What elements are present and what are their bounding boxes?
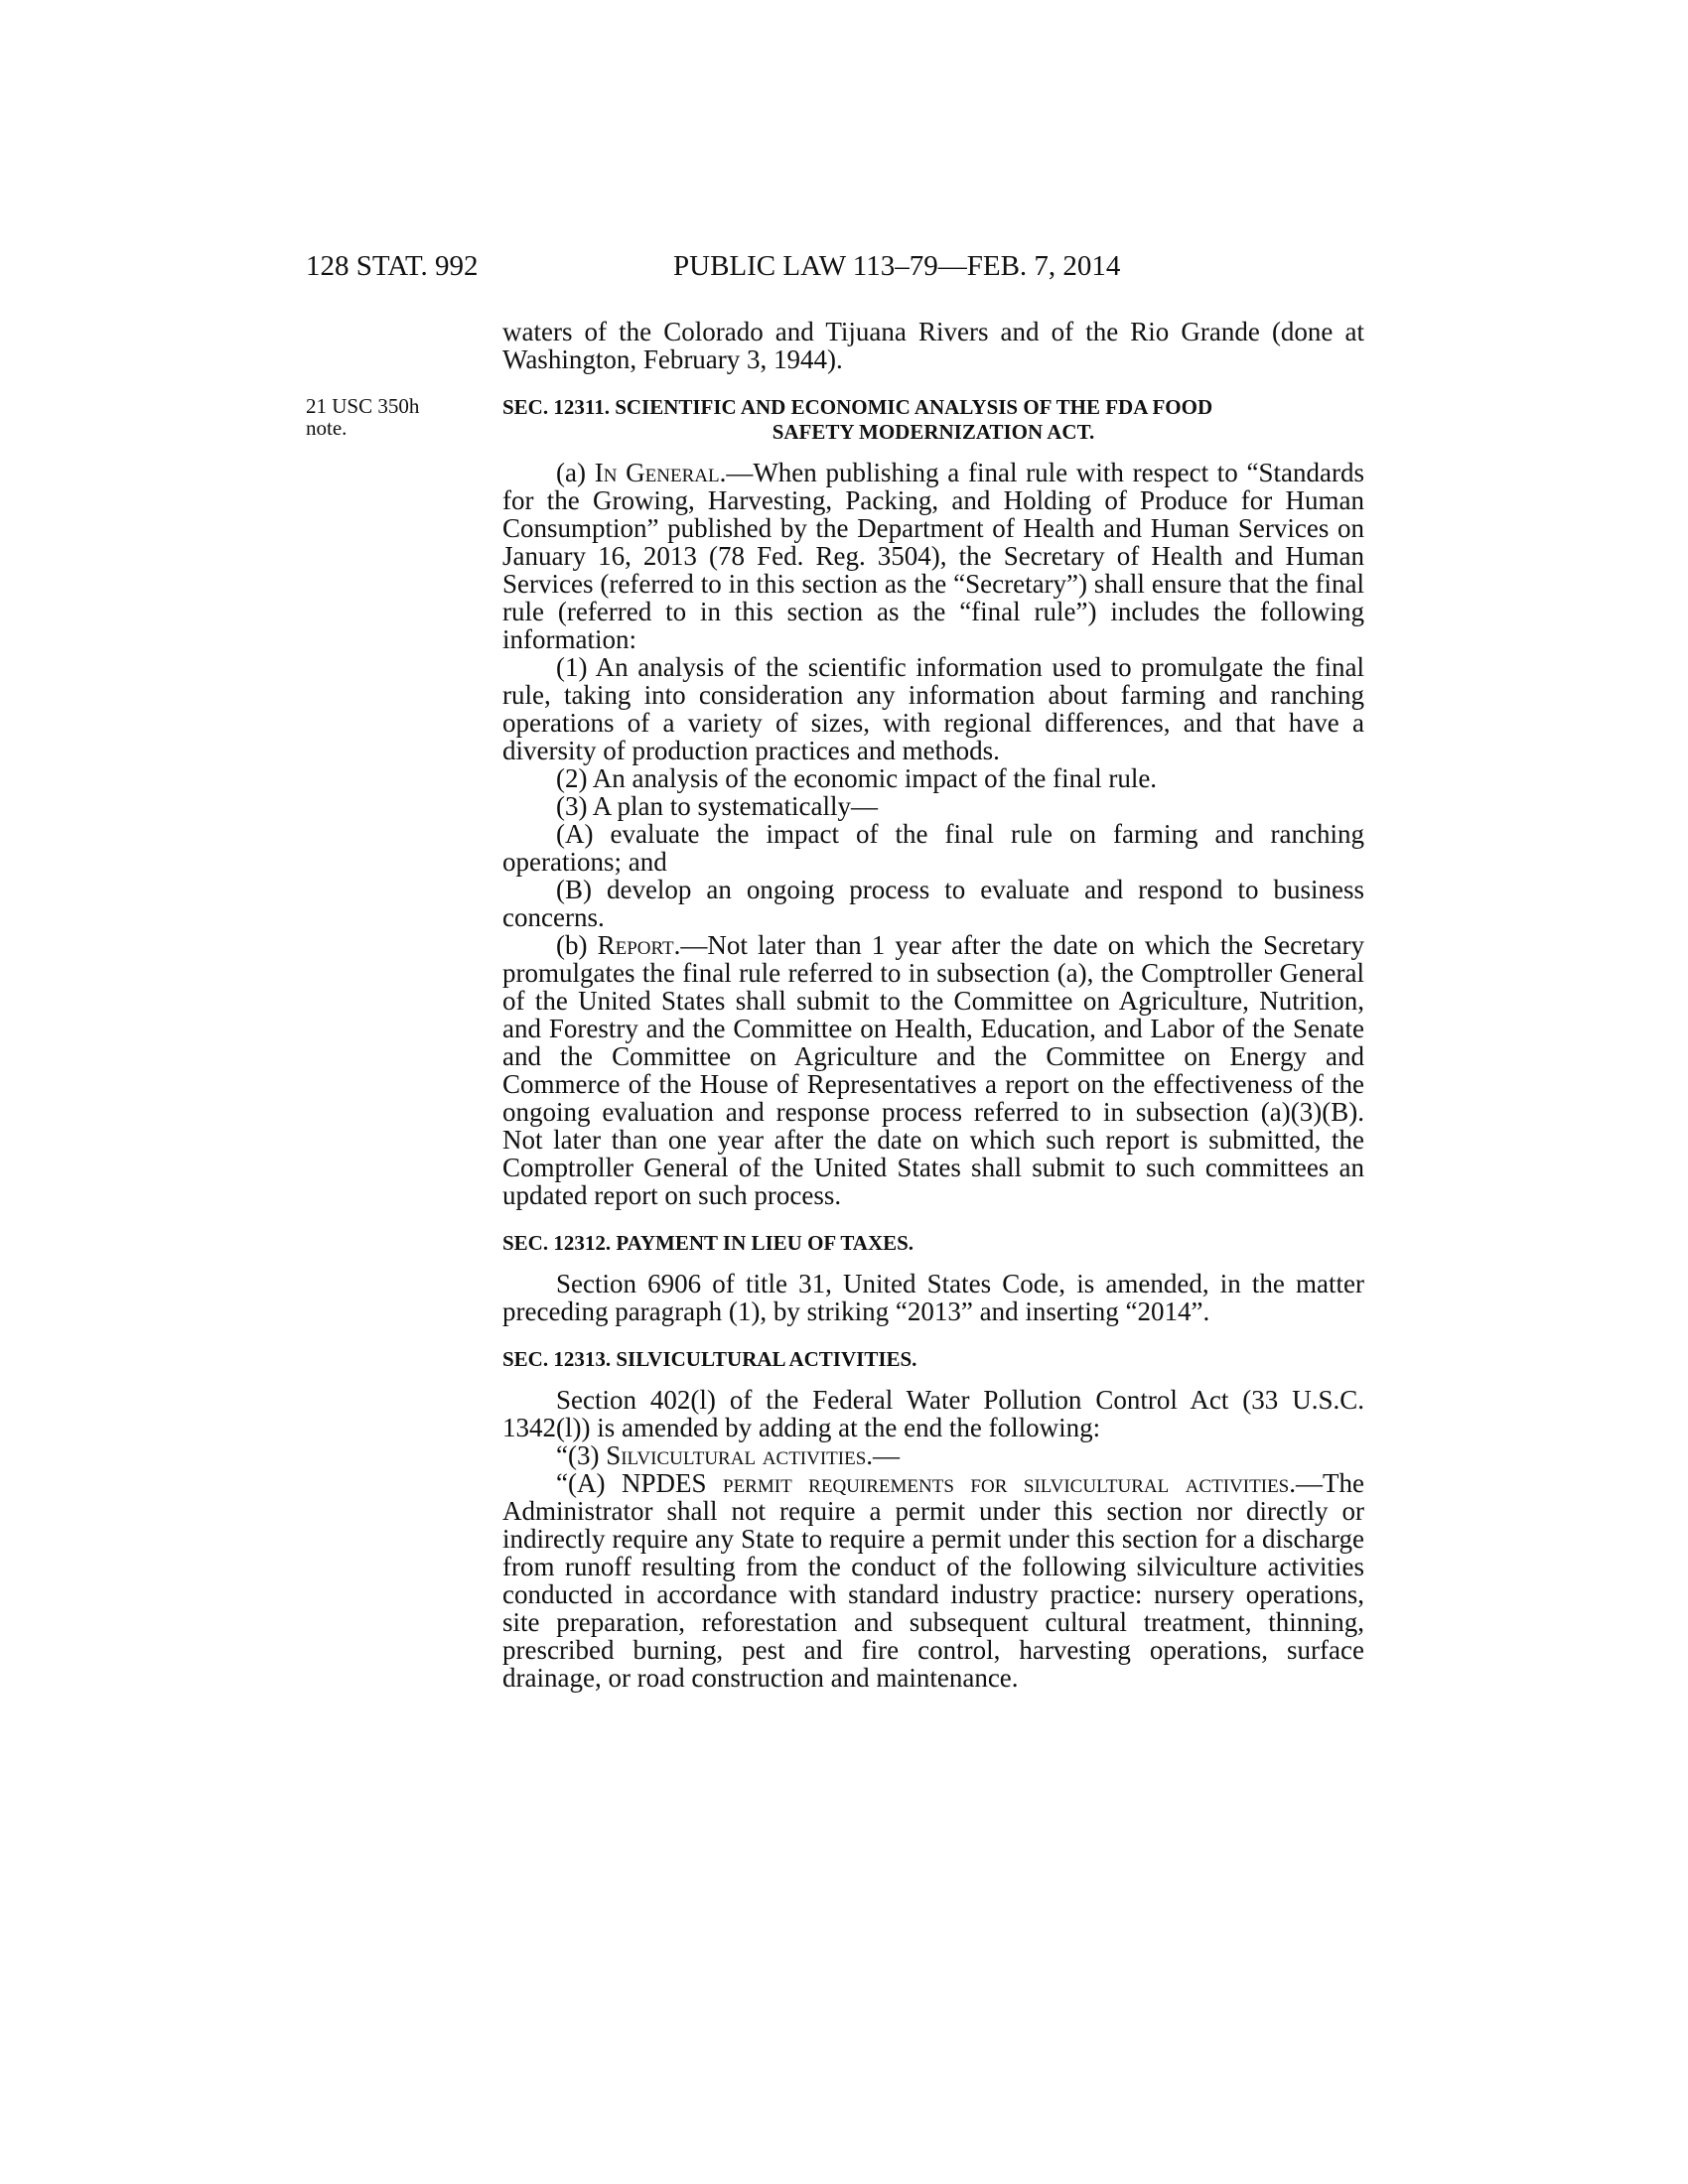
subsection-b-caption: Report [597, 930, 674, 960]
quoted-paragraph-3-label: “(3) [556, 1440, 607, 1470]
running-title: PUBLIC LAW 113–79—FEB. 7, 2014 [673, 250, 1121, 282]
paragraph-3: (3) A plan to systematically— [556, 791, 878, 821]
section-12311-heading-line-2: SAFETY MODERNIZATION ACT. [772, 420, 1095, 444]
quoted-paragraph-3-dash: .— [866, 1440, 901, 1470]
quoted-subparagraph-A-caption: permit requirements for silvicultural activities [723, 1468, 1290, 1498]
subparagraph-3B: (B) develop an ongoing process to evaluate and respond to business concerns. [502, 875, 1364, 932]
page-header [306, 250, 1364, 290]
statute-page-number: 128 STAT. 992 [306, 250, 479, 282]
section-12313-heading: SEC. 12313. SILVICULTURAL ACTIVITIES. [502, 1347, 917, 1371]
subsection-b [502, 931, 1364, 1209]
carryover-paragraph: waters of the Colorado and Tijuana Rivers and of the Rio Grande (done at Washington, February 3, 1944). [502, 317, 1364, 374]
section-12311-heading [502, 395, 1364, 445]
subsection-b-label: (b) [556, 930, 598, 960]
document-body [502, 318, 1364, 1692]
margin-citation-note [306, 395, 425, 439]
quoted-subparagraph-A-label: “(A) NPDES [556, 1468, 723, 1498]
paragraph-1: (1) An analysis of the scientific information used to promulgate the final rule, taking into consideration any information about farming and ranching operations of a variety of sizes, with regional differences, and that have a diversity of production practices and methods. [502, 652, 1364, 765]
section-12311-heading-line-1: SEC. 12311. SCIENTIFIC AND ECONOMIC ANALYSIS OF THE FDA FOOD [502, 395, 1213, 419]
section-12313-text: Section 402(l) of the Federal Water Pollution Control Act (33 U.S.C. 1342(l)) is amended by adding at the end the following: [502, 1385, 1364, 1442]
quoted-paragraph-3 [502, 1441, 1364, 1469]
margin-note-line-1: 21 USC 350h [306, 394, 420, 418]
subsection-a-label: (a) [556, 458, 595, 487]
margin-note-line-2: note. [306, 416, 348, 440]
subsection-a-text: .—When publishing a final rule with respect to “Standards for the Growing, Harvesting, Packing, and Holding of Produce for Human Consumption” published by the Department of Health and Human Services on January 16, 2013 (78 Fed. Reg. 3504), the Secretary of Health and Human Services (referred to in this section as the “Secretary”) shall ensure that the final rule (referred to in this section as the “final rule”) includes the following information: [502, 458, 1364, 654]
subsection-a-caption: In General [594, 458, 720, 487]
subsection-a [502, 459, 1364, 653]
subsection-b-text: .—Not later than 1 year after the date on which the Secretary promulgates the final rule referred to in subsection (a), the Comptroller General of the United States shall submit to the Committee on Agriculture, Nutrition, and Forestry and the Committee on Health, Education, and Labor of the Senate and the Committee on Agriculture and the Committee on Energy and Commerce of the House of Representatives a report on the effectiveness of the ongoing evaluation and response process referred to in subsection (a)(3)(B). Not later than one year after the date on which such report is submitted, the Comptroller General of the United States shall submit to such committees an updated report on such process. [502, 930, 1364, 1210]
paragraph-2: (2) An analysis of the economic impact of the final rule. [556, 763, 1158, 793]
section-12312-text: Section 6906 of title 31, United States Code, is amended, in the matter preceding paragraph (1), by striking “2013” and inserting “2014”. [502, 1269, 1364, 1326]
quoted-paragraph-3-caption: Silvicultural activities [606, 1440, 867, 1470]
section-12312-heading: SEC. 12312. PAYMENT IN LIEU OF TAXES. [502, 1231, 914, 1255]
subparagraph-3A: (A) evaluate the impact of the final rule on farming and ranching operations; and [502, 819, 1364, 877]
quoted-subparagraph-A [502, 1469, 1364, 1692]
quoted-subparagraph-A-text: .—The Administrator shall not require a permit under this section nor directly or indirectly require any State to require a permit under this section for a discharge from runoff resulting from the conduct of the following silviculture activities conducted in accordance with standard industry practice: nursery operations, site preparation, reforestation and subsequent cultural treatment, thinning, prescribed burning, pest and fire control, harvesting operations, surface drainage, or road construction and maintenance. [502, 1468, 1364, 1693]
